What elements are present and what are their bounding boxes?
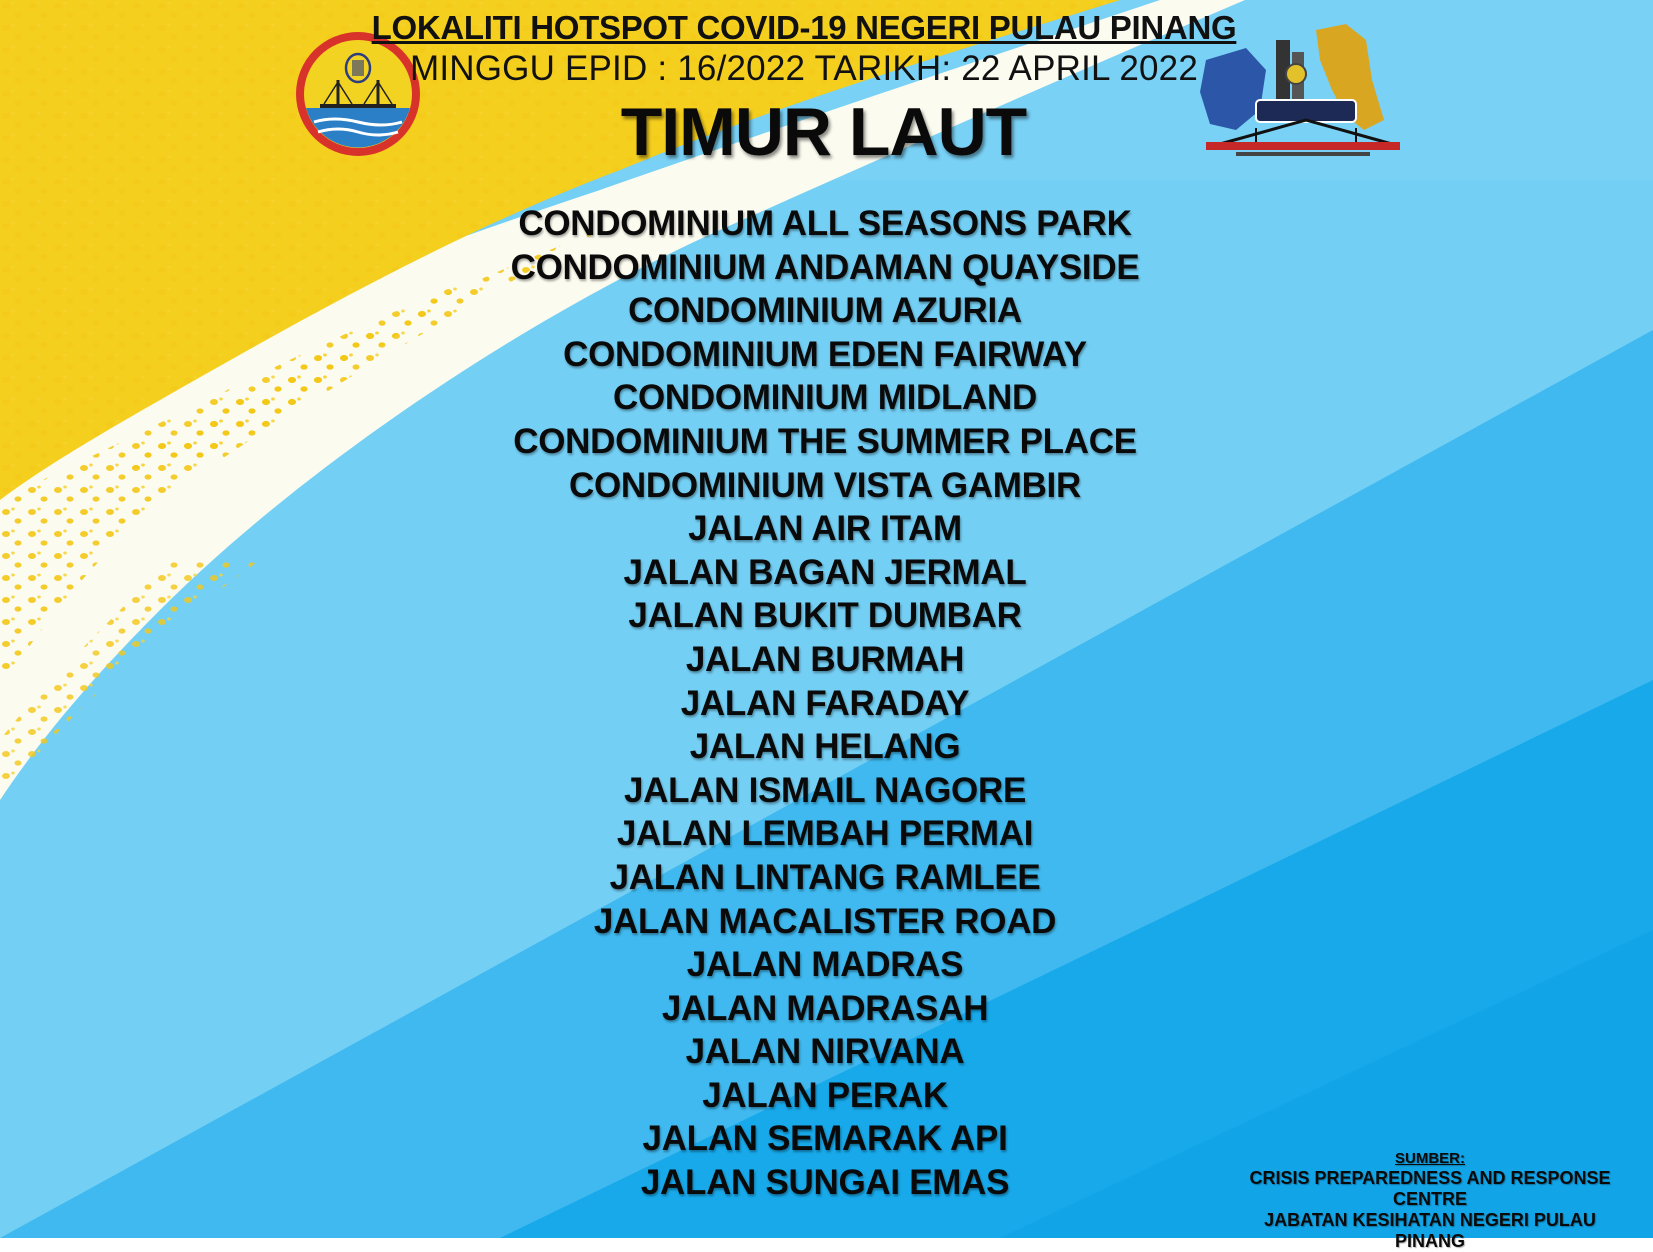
list-item: CONDOMINIUM THE SUMMER PLACE [513, 421, 1137, 461]
list-item: CONDOMINIUM VISTA GAMBIR [569, 465, 1081, 505]
list-item: JALAN NIRVANA [685, 1032, 965, 1072]
list-item: JALAN SUNGAI EMAS [640, 1163, 1010, 1203]
epid-week-date: MINGGU EPID : 16/2022 TARIKH: 22 APRIL 2022 [409, 49, 1199, 88]
list-item: CONDOMINIUM MIDLAND [613, 378, 1037, 418]
source-line: CRISIS PREPAREDNESS AND RESPONSE [1249, 1168, 1611, 1188]
locality-list [440, 202, 1210, 1205]
district-name: TIMUR LAUT [620, 94, 1027, 170]
list-item: CONDOMINIUM EDEN FAIRWAY [563, 334, 1087, 374]
list-item: JALAN ISMAIL NAGORE [623, 770, 1026, 810]
source-label: SUMBER: [1395, 1150, 1465, 1167]
source-credit [1230, 1150, 1630, 1252]
list-item: JALAN BURMAH [685, 639, 965, 679]
list-item: CONDOMINIUM ANDAMAN QUAYSIDE [510, 247, 1140, 287]
list-item: JALAN LEMBAH PERMAI [616, 814, 1034, 854]
source-line: CENTRE [1392, 1189, 1467, 1209]
list-item: JALAN LINTANG RAMLEE [609, 857, 1041, 897]
list-item: JALAN MACALISTER ROAD [593, 901, 1057, 941]
list-item: JALAN BAGAN JERMAL [623, 552, 1027, 592]
list-item: JALAN SEMARAK API [642, 1119, 1008, 1159]
list-item: JALAN BUKIT DUMBAR [628, 596, 1022, 636]
page-title: LOKALITI HOTSPOT COVID-19 NEGERI PULAU PINANG [371, 9, 1237, 46]
list-item: JALAN FARADAY [680, 683, 970, 723]
header [0, 8, 1653, 172]
list-item: JALAN HELANG [689, 727, 961, 767]
list-item: JALAN MADRASAH [661, 988, 989, 1028]
list-item: JALAN PERAK [702, 1075, 948, 1115]
list-item: CONDOMINIUM AZURIA [628, 291, 1022, 331]
list-item: JALAN AIR ITAM [688, 509, 962, 549]
list-item: JALAN MADRAS [686, 945, 964, 985]
source-line: JABATAN KESIHATAN NEGERI PULAU PINANG [1264, 1210, 1596, 1251]
list-item: CONDOMINIUM ALL SEASONS PARK [518, 204, 1132, 243]
